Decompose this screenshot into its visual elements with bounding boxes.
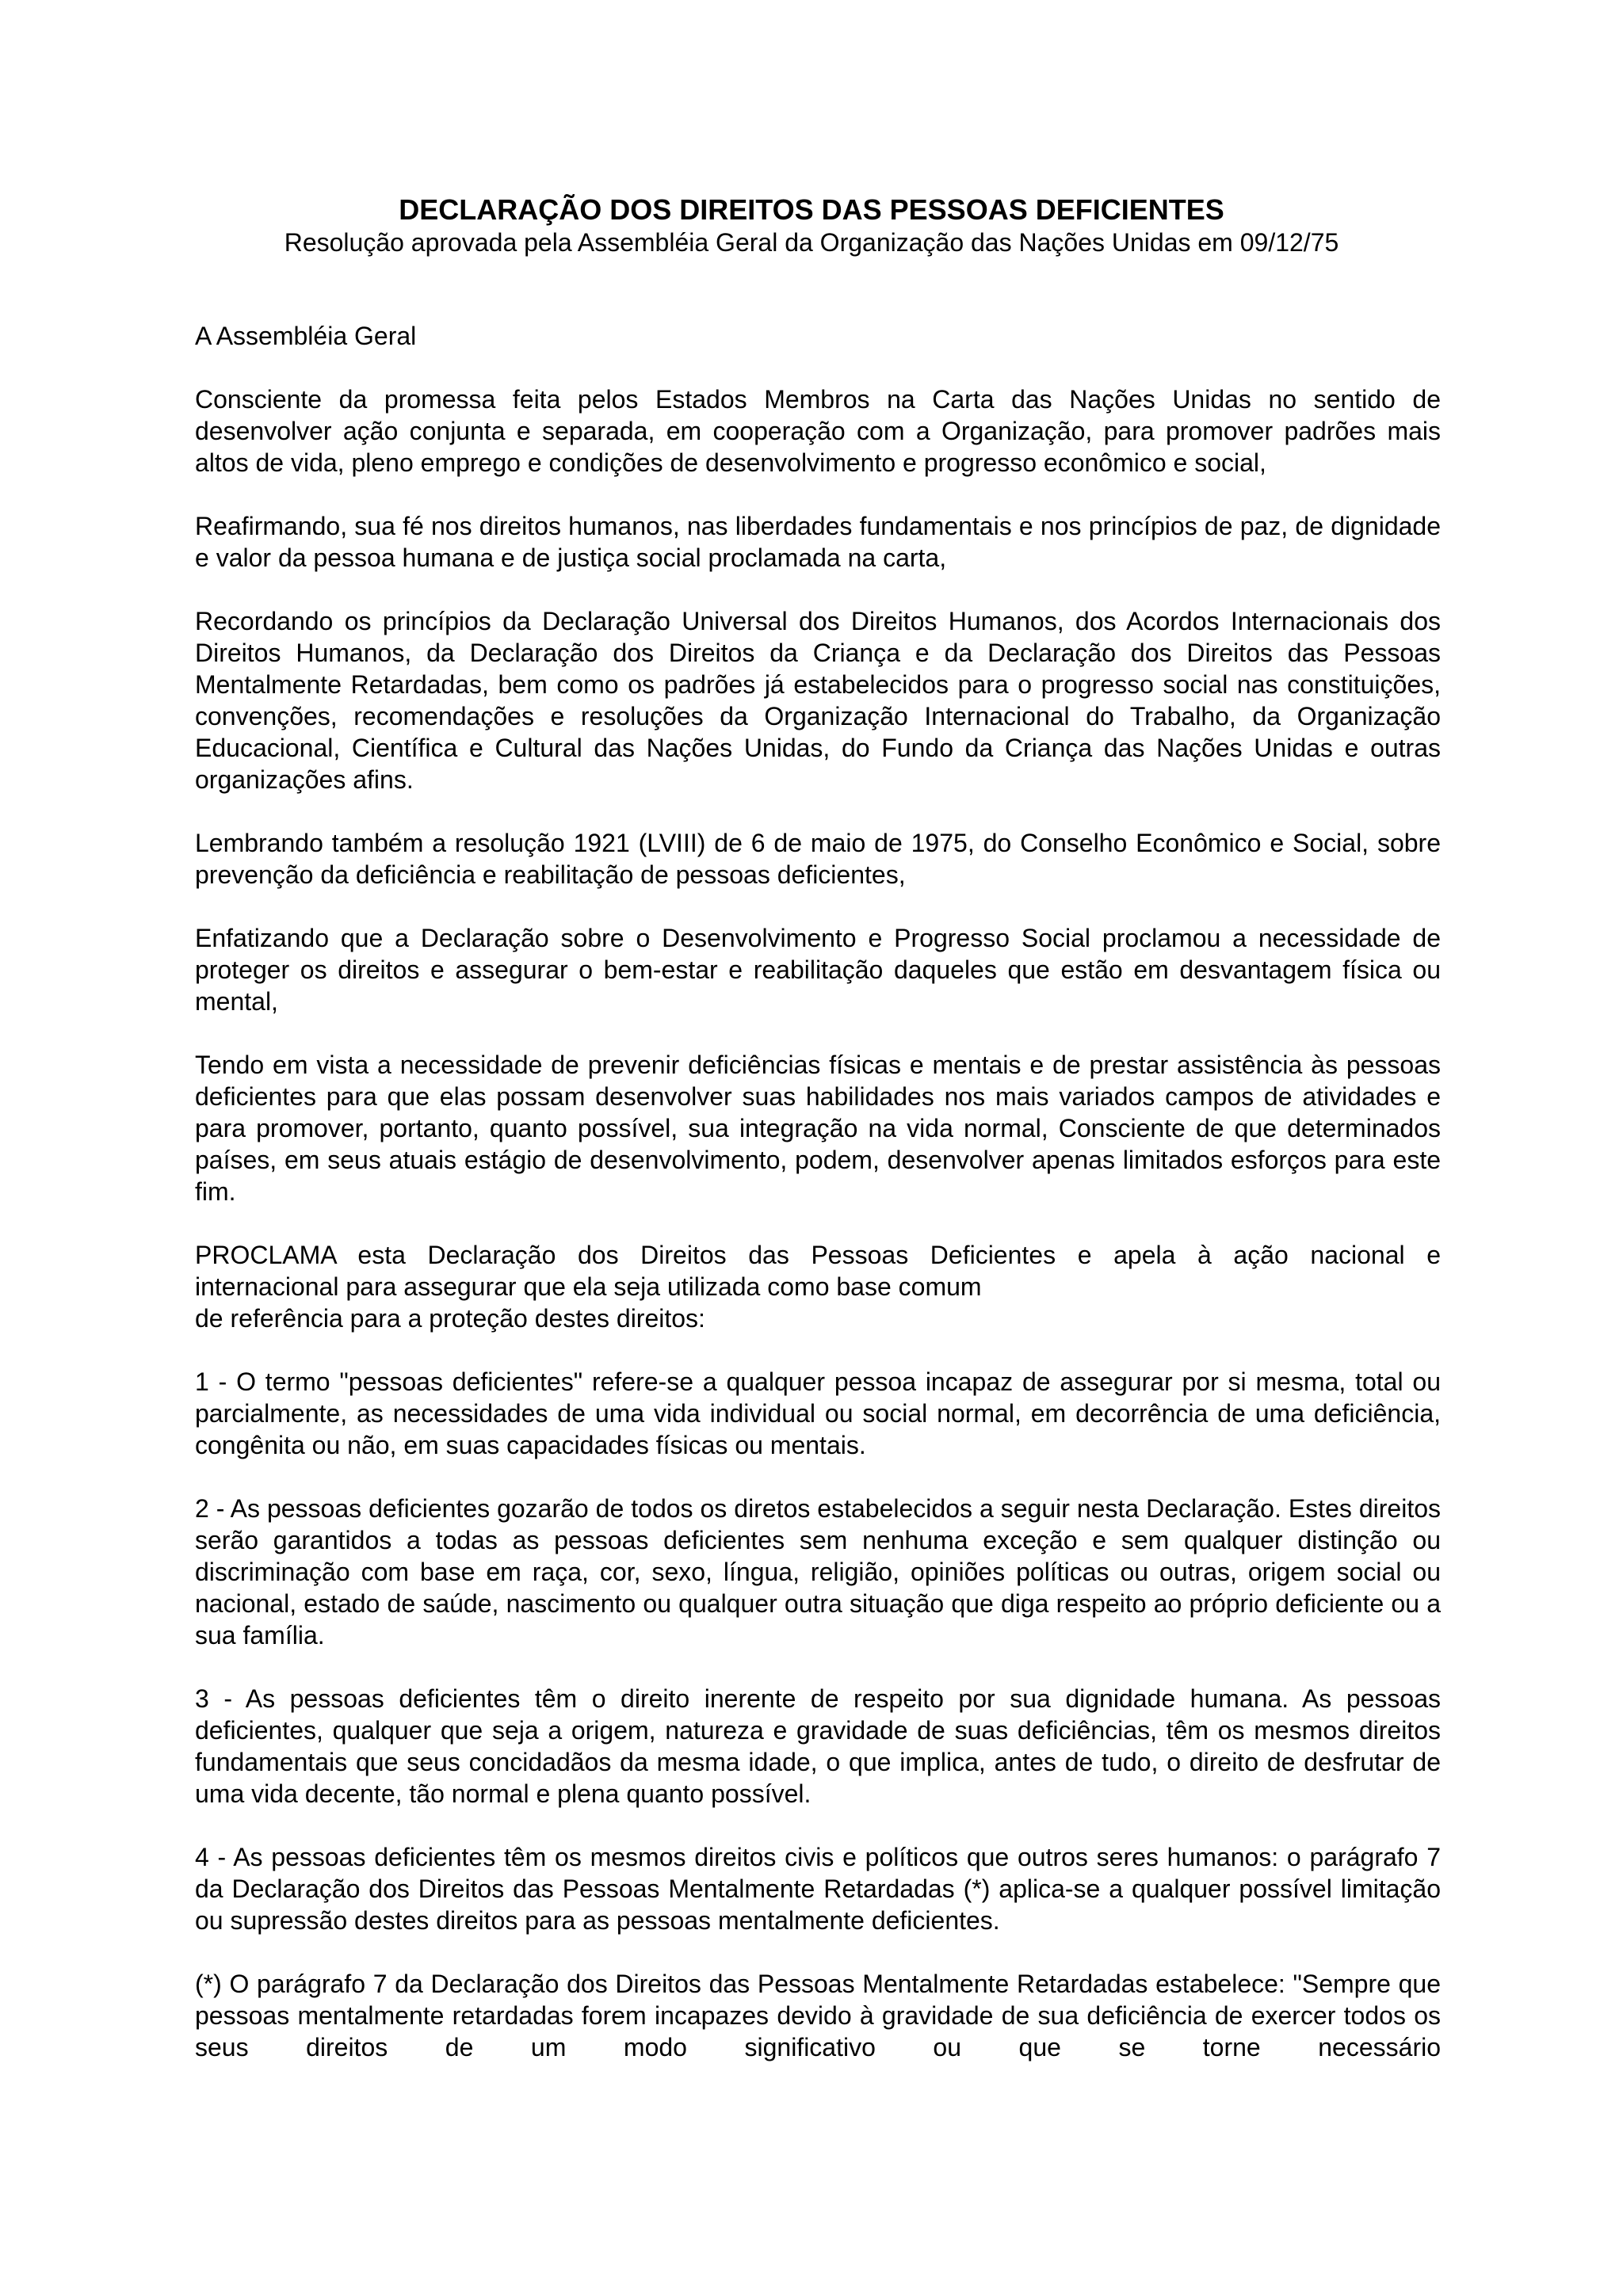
article-paragraph: 4 - As pessoas deficientes têm os mesmos direitos civis e políticos que outros seres humanos: o parágrafo 7 da Declaração dos Direitos das Pessoas Mentalmente Retardadas (*) aplica-se a qualquer possível limitação ou supressão destes direitos para as pessoas mentalmente deficientes. (195, 1843, 1441, 1935)
footnote-paragraph: (*) O parágrafo 7 da Declaração dos Direitos das Pessoas Mentalmente Retardadas estabelece: "Sempre que pessoas mentalmente retardadas forem incapazes devido à gravidade de sua deficiência de exercer todos os seus direitos de um modo significativo ou que se torne necessário (195, 1970, 1441, 2061)
proclama-line: internacional para assegurar que ela seja utilizada como base comum (195, 1272, 982, 1301)
preamble-paragraph: Enfatizando que a Declaração sobre o Desenvolvimento e Progresso Social proclamou a necessidade de proteger os direitos e assegurar o bem-estar e reabilitação daqueles que estão em desvantagem física ou mental, (195, 924, 1441, 1016)
article-paragraph: 3 - As pessoas deficientes têm o direito inerente de respeito por sua dignidade humana. As pessoas deficientes, qualquer que seja a origem, natureza e gravidade de suas deficiências, têm os mesmos direitos fundamentais que seus concidadãos da mesma idade, o que implica, antes de tudo, o direito de desfrutar de uma vida decente, tão normal e plena quanto possível. (195, 1684, 1441, 1808)
document-body (195, 320, 1441, 2095)
document-header (0, 193, 1623, 258)
preamble-paragraph: Reafirmando, sua fé nos direitos humanos, nas liberdades fundamentais e nos princípios de paz, de dignidade e valor da pessoa humana e de justiça social proclamada na carta, (195, 512, 1441, 572)
article-paragraph: 2 - As pessoas deficientes gozarão de todos os diretos estabelecidos a seguir nesta Declaração. Estes direitos serão garantidos a todas as pessoas deficientes sem nenhuma exceção e sem qualquer distinção ou discriminação com base em raça, cor, sexo, língua, religião, opiniões políticas ou outras, origem social ou nacional, estado de saúde, nascimento ou qualquer outra situação que diga respeito ao próprio deficiente ou a sua família. (195, 1494, 1441, 1650)
preamble-paragraph: Lembrando também a resolução 1921 (LVIII) de 6 de maio de 1975, do Conselho Econômico e Social, sobre prevenção da deficiência e reabilitação de pessoas deficientes, (195, 829, 1441, 889)
intro-paragraph: A Assembléia Geral (195, 322, 417, 350)
document-title: DECLARAÇÃO DOS DIREITOS DAS PESSOAS DEFICIENTES (399, 193, 1224, 226)
preamble-paragraph: Consciente da promessa feita pelos Estados Membros na Carta das Nações Unidas no sentido de desenvolver ação conjunta e separada, em cooperação com a Organização, para promover padrões mais altos de vida, pleno emprego e condições de desenvolvimento e progresso econômico e social, (195, 385, 1441, 477)
preamble-paragraph: Recordando os princípios da Declaração Universal dos Direitos Humanos, dos Acordos Internacionais dos Direitos Humanos, da Declaração dos Direitos da Criança e da Declaração dos Direitos das Pessoas Mentalmente Retardadas, bem como os padrões já estabelecidos para o progresso social nas constituições, convenções, recomendações e resoluções da Organização Internacional do Trabalho, da Organização Educacional, Científica e Cultural das Nações Unidas, do Fundo da Criança das Nações Unidas e outras organizações afins. (195, 607, 1441, 794)
proclama-line: de referência para a proteção destes direitos: (195, 1304, 705, 1333)
proclama-paragraph (195, 1239, 1441, 1334)
article-paragraph: 1 - O termo "pessoas deficientes" refere-se a qualquer pessoa incapaz de assegurar por si mesma, total ou parcialmente, as necessidades de uma vida individual ou social normal, em decorrência de uma deficiência, congênita ou não, em suas capacidades físicas ou mentais. (195, 1367, 1441, 1459)
document-subtitle: Resolução aprovada pela Assembléia Geral da Organização das Nações Unidas em 09/12/75 (284, 228, 1339, 257)
proclama-line: PROCLAMA esta Declaração dos Direitos das Pessoas Deficientes e apela à ação nacional e (195, 1241, 1441, 1269)
preamble-paragraph: Tendo em vista a necessidade de prevenir deficiências físicas e mentais e de prestar assistência às pessoas deficientes para que elas possam desenvolver suas habilidades nos mais variados campos de atividades e para promover, portanto, quanto possível, sua integração na vida normal, Consciente de que determinados países, em seus atuais estágio de desenvolvimento, podem, desenvolver apenas limitados esforços para este fim. (195, 1051, 1441, 1206)
